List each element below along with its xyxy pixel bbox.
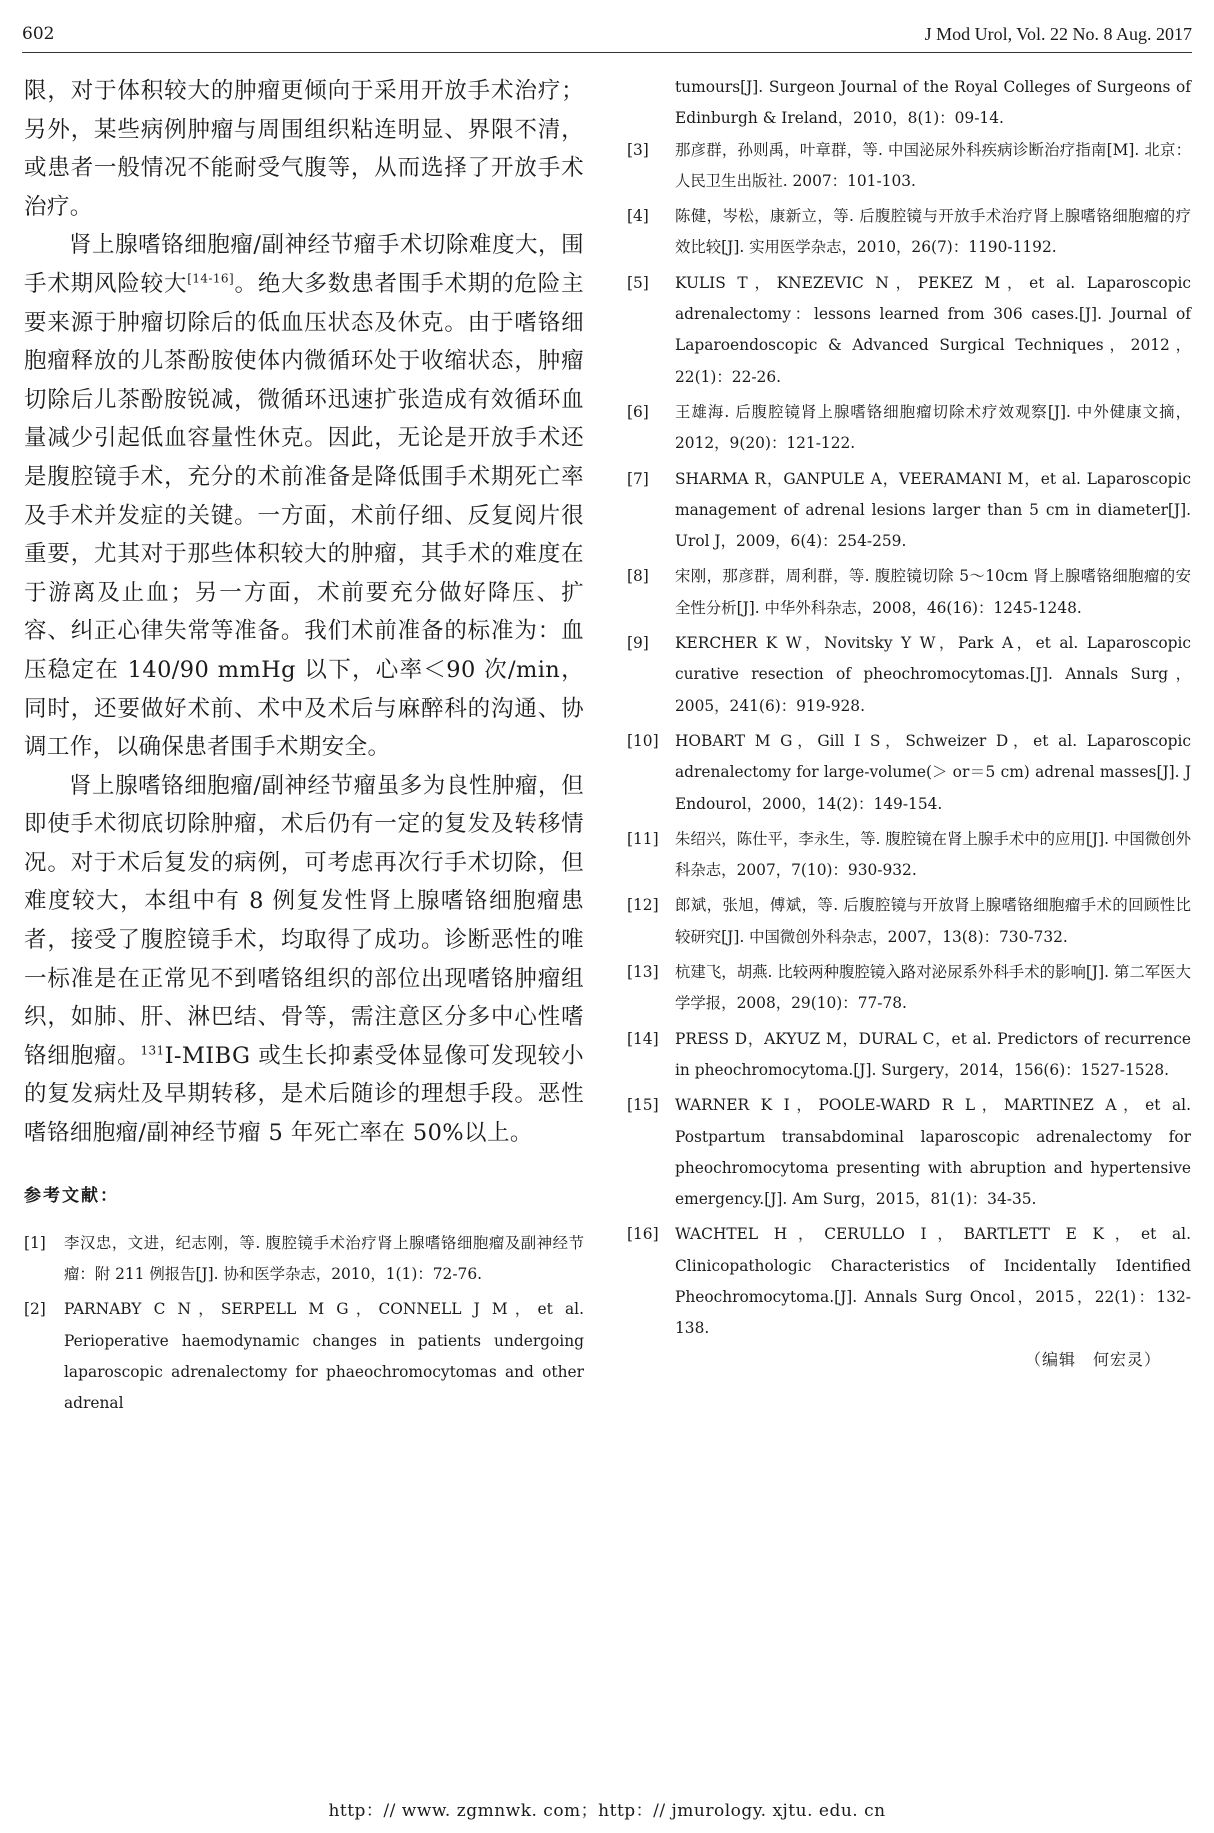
reference-continuation (627, 72, 1191, 135)
reference-number: [10] (627, 731, 659, 750)
reference-item (627, 824, 1191, 887)
reference-number: [15] (627, 1096, 659, 1115)
reference-number: [12] (627, 896, 659, 915)
reference-item (24, 1294, 584, 1419)
reference-item (627, 1024, 1191, 1087)
reference-number: [9] (627, 634, 649, 653)
reference-number: [2] (24, 1300, 46, 1319)
reference-text: tumours[J]. Surgeon Journal of the Royal Colleges of Surgeons of Edinburgh & Ireland，2010，8(1)：09-14. (675, 78, 1191, 128)
reference-text: 李汉忠，文进，纪志刚，等. 腹腔镜手术治疗肾上腺嗜铬细胞瘤及副神经节瘤：附 211 例报告[J]. 协和医学杂志，2010，1(1)：72-76. (64, 1233, 584, 1283)
reference-number: [1] (24, 1233, 46, 1252)
right-column (627, 72, 1191, 1370)
reference-item (627, 135, 1191, 198)
page-number: 602 (22, 24, 55, 44)
reference-text: PRESS D，AKYUZ M，DURAL C，et al. Predictors of recurrence in pheochromocytoma.[J]. Surgery，2014，156(6)：1527-1528. (675, 1029, 1191, 1079)
reference-item (627, 1219, 1191, 1344)
reference-text: 宋刚，那彦群，周利群，等. 腹腔镜切除 5～10cm 肾上腺嗜铬细胞瘤的安全性分析[J]. 中华外科杂志，2008，46(16)：1245-1248. (675, 567, 1191, 617)
reference-item (627, 397, 1191, 460)
reference-text: KERCHER K W，Novitsky Y W，Park A，et al. Laparoscopic curative resection of pheochromocytomas.[J]. Annals Surg，2005，241(6)：919-928. (675, 634, 1191, 715)
reference-number: [3] (627, 140, 649, 159)
body-paragraph-1: 限，对于体积较大的肿瘤更倾向于采用开放手术治疗；另外，某些病例肿瘤与周围组织粘连明显、界限不清，或患者一般情况不能耐受气腹等，从而选择了开放手术治疗。 (24, 78, 584, 220)
reference-text: 杭建飞，胡燕. 比较两种腹腔镜入路对泌尿系外科手术的影响[J]. 第二军医大学学报，2008，29(10)：77-78. (675, 963, 1191, 1013)
reference-item (627, 726, 1191, 820)
reference-text: WACHTEL H，CERULLO I，BARTLETT E K，et al. Clinicopathologic Characteristics of Incidentally Identified Pheochromocytoma.[J]. Annals Surg Oncol，2015，22(1)：132-138. (675, 1225, 1191, 1338)
reference-item (627, 1090, 1191, 1215)
paragraph-2-text-b: 。绝大多数患者围手术期的危险主要来源于肿瘤切除后的低血压状态及休克。由于嗜铬细胞瘤释放的儿茶酚胺使体内微循环处于收缩状态，肿瘤切除后儿茶酚胺锐减，微循环迅速扩张造成有效循环血量减少引起低血容量性休克。因此，无论是开放手术还是腹腔镜手术，充分的术前准备是降低围手术期死亡率及手术并发症的关键。一方面，术前仔细、反复阅片很重要，尤其对于那些体积较大的肿瘤，其手术的难度在于游离及止血；另一方面，术前要充分做好降压、扩容、纠正心律失常等准备。我们术前准备的标准为：血压稳定在 140/90 mmHg 以下，心率＜90 次/min，同时，还要做好术前、术中及术后与麻醉科的沟通、协调工作，以确保患者围手术期安全。 (24, 270, 584, 761)
editor-credit: （编辑 何宏灵） (1024, 1349, 1161, 1369)
reference-item (627, 268, 1191, 393)
isotope-superscript: 131 (140, 1043, 165, 1058)
reference-item (627, 628, 1191, 722)
reference-number: [7] (627, 469, 649, 488)
reference-text: 那彦群，孙则禹，叶章群，等. 中国泌尿外科疾病诊断治疗指南[M]. 北京：人民卫生出版社. 2007：101-103. (675, 140, 1191, 190)
references-heading: 参考文献： (24, 1185, 119, 1206)
reference-item (627, 561, 1191, 624)
reference-number: [4] (627, 207, 649, 226)
reference-item (627, 464, 1191, 558)
reference-text: SHARMA R，GANPULE A，VEERAMANI M，et al. Laparoscopic management of adrenal lesions larger than 5 cm in diameter[J]. Urol J，2009，6(4)：254-259. (675, 469, 1191, 551)
reference-item (627, 890, 1191, 953)
paragraph-3-text-b: I-MIBG 或生长抑素受体显像可发现较小的复发病灶及早期转移，是术后随诊的理想手段。恶性嗜铬细胞瘤/副神经节瘤 5 年死亡率在 50%以上。 (24, 1042, 584, 1147)
reference-number: [13] (627, 963, 659, 982)
reference-number: [11] (627, 829, 659, 848)
left-column (24, 72, 584, 1419)
reference-number: [6] (627, 402, 649, 421)
reference-text: 郎斌，张旭，傅斌，等. 后腹腔镜与开放肾上腺嗜铬细胞瘤手术的回顾性比较研究[J]. 中国微创外科杂志，2007，13(8)：730-732. (675, 896, 1191, 946)
page-header (22, 22, 1192, 53)
paragraph-2-text-a: 肾上腺嗜铬细胞瘤/副神经节瘤手术切除难度大，围手术期风险较大 (24, 232, 584, 297)
reference-text: HOBART M G，Gill I S，Schweizer D，et al. Laparoscopic adrenalectomy for large-volume(＞ or＝5 cm) adrenal masses[J]. J Endourol，2000，14(2)：149-154. (675, 731, 1191, 813)
references-list-right (627, 135, 1191, 1345)
reference-item (627, 957, 1191, 1020)
reference-number: [14] (627, 1029, 659, 1048)
reference-text: 朱绍兴，陈仕平，李永生，等. 腹腔镜在肾上腺手术中的应用[J]. 中国微创外科杂志，2007，7(10)：930-932. (675, 829, 1191, 880)
reference-text: KULIS T，KNEZEVIC N，PEKEZ M，et al. Laparoscopic adrenalectomy：lessons learned from 306 cases.[J]. Journal of Laparoendoscopic & Advanced Surgical Techniques，2012，22(1)：22-26. (675, 273, 1191, 386)
citation-14-16[interactable]: [14-16] (187, 271, 235, 286)
page-footer-urls[interactable]: http：// www. zgmnwk. com；http：// jmurology. xjtu. edu. cn (328, 1801, 886, 1821)
body-paragraph-3 (24, 767, 584, 1153)
reference-item (24, 1228, 584, 1291)
reference-number: [8] (627, 567, 649, 586)
reference-text: 王雄海. 后腹腔镜肾上腺嗜铬细胞瘤切除术疗效观察[J]. 中外健康文摘，2012，9(20)：121-122. (675, 402, 1191, 453)
reference-text: PARNABY C N，SERPELL M G，CONNELL J M，et al. Perioperative haemodynamic changes in patients undergoing laparoscopic adrenalectomy for phaeochromocytomas and other adrenal (64, 1300, 584, 1413)
reference-number: [16] (627, 1225, 659, 1244)
journal-citation: J Mod Urol, Vol. 22 No. 8 Aug. 2017 (924, 24, 1192, 44)
reference-number: [5] (627, 273, 649, 292)
reference-item (627, 201, 1191, 264)
reference-text: 陈健，岑松，康新立，等. 后腹腔镜与开放手术治疗肾上腺嗜铬细胞瘤的疗效比较[J]. 实用医学杂志，2010，26(7)：1190-1192. (675, 207, 1191, 257)
paragraph-3-text-a: 肾上腺嗜铬细胞瘤/副神经节瘤虽多为良性肿瘤，但即使手术彻底切除肿瘤，术后仍有一定的复发及转移情况。对于术后复发的病例，可考虑再次行手术切除，但难度较大，本组中有 8 例复发性肾上腺嗜铬细胞瘤患者，接受了腹腔镜手术，均取得了成功。诊断恶性的唯一标准是在正常见不到嗜铬组织的部位出现嗜铬肿瘤组织，如肺、肝、淋巴结、骨等，需注意区分多中心性嗜铬细胞瘤。 (24, 772, 584, 1069)
body-paragraph-2 (24, 226, 584, 766)
reference-text: WARNER K I，POOLE-WARD R L，MARTINEZ A，et al. Postpartum transabdominal laparoscopic adrenalectomy for pheochromocytoma presenting with abruption and hypertensive emergency.[J]. Am Surg，2015，81(1)：34-35. (675, 1096, 1191, 1209)
references-list-left (24, 1228, 584, 1420)
